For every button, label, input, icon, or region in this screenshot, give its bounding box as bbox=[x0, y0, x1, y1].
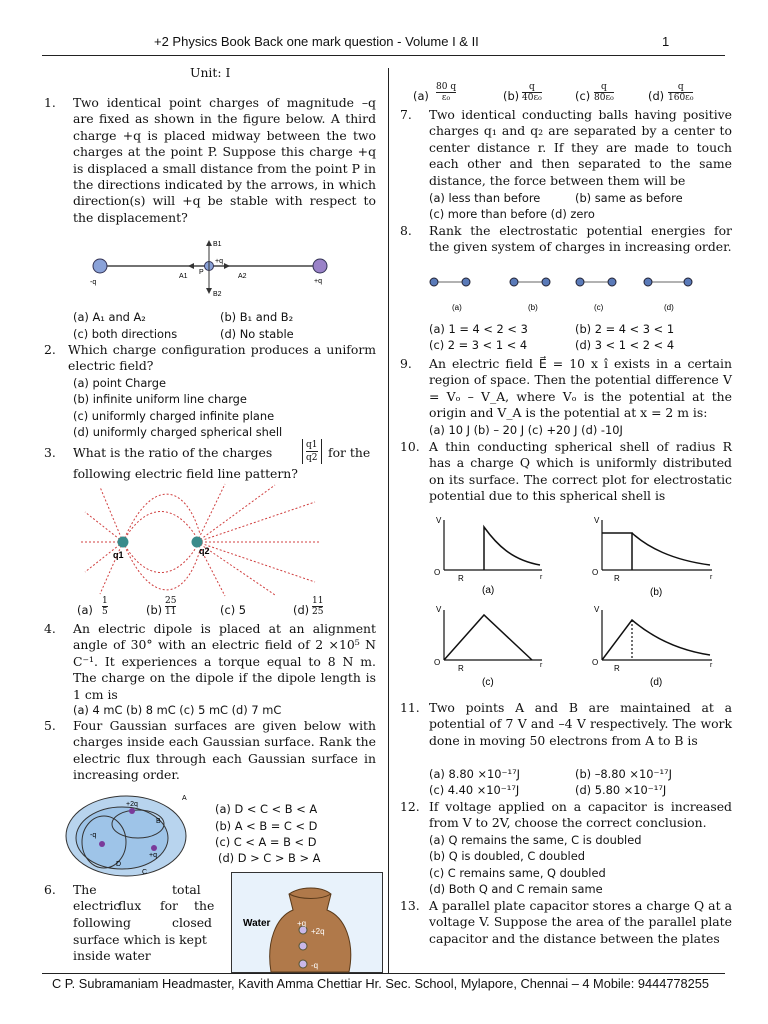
q2-option-a: (a) point Charge bbox=[73, 376, 167, 390]
q6-word: closed bbox=[172, 915, 212, 930]
fig-q1-label: q1 bbox=[113, 550, 124, 560]
plot-d-r: R bbox=[614, 664, 620, 673]
q11-option-a: (a) 8.80 ×10⁻¹⁷J bbox=[429, 767, 521, 781]
plot-c-v: V bbox=[436, 605, 442, 614]
fig-charge-2q: +2q bbox=[311, 927, 325, 936]
header-title: +2 Physics Book Back one mark question - Volume I & II bbox=[154, 34, 479, 49]
q3-field-lines-figure bbox=[75, 482, 325, 597]
q8-charges-figure bbox=[422, 264, 702, 314]
frac-num: 80 q bbox=[436, 82, 457, 92]
q8-option-c: (c) 2 = 3 < 1 < 4 bbox=[429, 338, 528, 352]
question-number: 5. bbox=[44, 718, 56, 733]
question-number: 4. bbox=[44, 621, 56, 636]
question-text: Rank the electrostatic potential energies for the given system of charges in increasing order. bbox=[429, 223, 732, 255]
fig-point-p: P bbox=[199, 269, 204, 276]
fig-water-label: Water bbox=[243, 918, 271, 929]
q6-word: The bbox=[73, 882, 97, 897]
q3-text-1: What is the ratio of the charges bbox=[73, 445, 273, 460]
q6-frac-b bbox=[522, 82, 542, 103]
fig-mid-charge: +q bbox=[215, 258, 223, 265]
fig-minusq: -q bbox=[90, 832, 97, 839]
plot-label-a: (a) bbox=[482, 585, 495, 596]
q7-option-cd: (c) more than before (d) zero bbox=[429, 207, 595, 221]
ratio-num: q1 bbox=[306, 440, 318, 450]
plot-a-r: R bbox=[458, 574, 464, 583]
fig-b2: B2 bbox=[213, 291, 222, 298]
q3-ratio bbox=[302, 439, 322, 464]
q5-option-b: (b) A < B = C < D bbox=[215, 819, 318, 833]
fig-left-charge: -q bbox=[90, 279, 97, 286]
question-text: A parallel plate capacitor stores a charge Q at a voltage V. Suppose the area of the parallel plate capacitor and the distance between the plates bbox=[429, 898, 732, 946]
plot-c-o: O bbox=[434, 658, 441, 667]
question-number: 2. bbox=[44, 342, 56, 357]
fig-b1: B1 bbox=[213, 241, 222, 248]
q6-line: inside water bbox=[73, 948, 151, 963]
q10-potential-plots bbox=[432, 515, 732, 690]
frac-den: 40ε₀ bbox=[522, 93, 542, 103]
q6-water-figure bbox=[231, 872, 383, 973]
frac-num: q bbox=[594, 82, 614, 93]
q12-option-c: (c) C remains same, Q doubled bbox=[429, 866, 606, 880]
plot-b-axis: r bbox=[710, 574, 713, 581]
q3-number: 3. bbox=[44, 445, 56, 460]
plot-label-b: (b) bbox=[650, 587, 663, 598]
fig-label-b: B bbox=[156, 818, 161, 825]
q8-option-d: (d) 3 < 1 < 2 < 4 bbox=[575, 338, 675, 352]
q6-option-a: (a) bbox=[413, 89, 429, 103]
plot-d-v: V bbox=[594, 605, 600, 614]
q6-frac-c bbox=[594, 82, 614, 103]
fig-q2-label: q2 bbox=[199, 546, 210, 556]
plot-label-c: (c) bbox=[482, 677, 494, 688]
q5-option-c: (c) C < A = B < D bbox=[215, 835, 317, 849]
question-text: Two points A and B are maintained at a potential of 7 V and –4 V respectively. The work done in moving 50 electrons from A to B is bbox=[429, 700, 732, 748]
frac-num: q bbox=[668, 82, 693, 93]
q8-option-a: (a) 1 = 4 < 2 < 3 bbox=[429, 322, 528, 336]
q12-option-b: (b) Q is doubled, C doubled bbox=[429, 849, 585, 863]
q7-option-a: (a) less than before bbox=[429, 191, 541, 205]
frac-num: q bbox=[522, 82, 542, 93]
footer-rule bbox=[42, 973, 725, 974]
q5-gaussian-figure bbox=[64, 790, 199, 880]
q4-options: (a) 4 mC (b) 8 mC (c) 5 mC (d) 7 mC bbox=[73, 703, 282, 717]
fig-a2: A2 bbox=[238, 273, 247, 280]
q1-option-a: (a) A₁ and A₂ bbox=[73, 310, 146, 324]
q12-option-a: (a) Q remains the same, C is doubled bbox=[429, 833, 642, 847]
q8-label-b: (b) bbox=[528, 303, 538, 312]
q3-option-d: (d) bbox=[293, 603, 310, 617]
q6-frac-a bbox=[436, 82, 456, 103]
q6-line: surface which is kept bbox=[73, 932, 207, 947]
q3-option-b: (b) bbox=[146, 603, 163, 617]
question-number: 13. bbox=[400, 898, 420, 913]
question-number: 10. bbox=[400, 439, 420, 454]
plot-a-v: V bbox=[436, 516, 442, 525]
question-number: 11. bbox=[400, 700, 420, 715]
plot-b-r: R bbox=[614, 574, 620, 583]
question-text: An electric dipole is placed at an alignment angle of 30° with an electric field of 2 ×10⁵ N C⁻¹. It experiences a torque equal to 8 N m. The charge on the dipole if the dipole length is 1 cm is bbox=[73, 621, 376, 702]
q5-option-d: (d) D > C > B > A bbox=[218, 851, 321, 865]
q3-text-3: following electric field line pattern? bbox=[73, 466, 298, 481]
q6-number: 6. bbox=[44, 882, 56, 897]
q6-word: flux bbox=[118, 898, 142, 913]
q9-options: (a) 10 J (b) – 20 J (c) +20 J (d) -10J bbox=[429, 423, 623, 437]
page-number: 1 bbox=[662, 34, 670, 49]
question-number: 9. bbox=[400, 356, 412, 371]
q11-option-b: (b) –8.80 ×10⁻¹⁷J bbox=[575, 767, 672, 781]
plot-c-r: R bbox=[458, 664, 464, 673]
fig-charge-minus: -q bbox=[311, 961, 319, 970]
q8-option-b: (b) 2 = 4 < 3 < 1 bbox=[575, 322, 675, 336]
q1-option-d: (d) No stable bbox=[220, 327, 294, 341]
q2-option-c: (c) uniformly charged infinite plane bbox=[73, 409, 275, 423]
q12-option-d: (d) Both Q and C remain same bbox=[429, 882, 603, 896]
plot-label-d: (d) bbox=[650, 677, 663, 688]
q3-text-2: for the bbox=[328, 445, 371, 460]
q6-option-d: (d) bbox=[648, 89, 665, 103]
question-text: Two identical point charges of magnitude –q are fixed as shown in the figure below. A third charge +q is placed midway between the two charges at the point P. Suppose this charge +q is displaced a small distance from the point P in the directions indicated by the arrows, in which direction(s) will +q be stable with respect to the displacement? bbox=[73, 95, 376, 225]
question-text: Two identical conducting balls having positive charges q₁ and q₂ are separated by a center to center distance r. If they are made to touch each other and then separated to the same distance, the force between them will be bbox=[429, 107, 732, 188]
question-text: Four Gaussian surfaces are given below with charges inside each Gaussian surface. Rank the electric flux through each Gaussian surface in increasing order. bbox=[73, 718, 376, 783]
question-number: 12. bbox=[400, 799, 420, 814]
plot-d-axis: r bbox=[710, 662, 713, 669]
plot-b-v: V bbox=[594, 516, 600, 525]
q1-option-b: (b) B₁ and B₂ bbox=[220, 310, 294, 324]
fig-label-a: A bbox=[182, 795, 187, 802]
q7-option-b: (b) same as before bbox=[575, 191, 683, 205]
q6-word: total bbox=[172, 882, 201, 897]
q6-option-b: (b) bbox=[503, 89, 520, 103]
question-text: An electric field E⃗ = 10 x î exists in a certain region of space. Then the potential difference V = Vₒ – V_A, where Vₒ is the potential at the origin and V_A is the potential at x = 2 m is: bbox=[429, 356, 732, 421]
question-number: 1. bbox=[44, 95, 56, 110]
fig-right-charge: +q bbox=[314, 278, 322, 285]
fig-a1: A1 bbox=[179, 273, 188, 280]
plot-c-axis: r bbox=[540, 662, 543, 669]
frac-den: 160ε₀ bbox=[668, 93, 694, 103]
fig-label-c: C bbox=[142, 869, 148, 876]
fig-charge-q: +q bbox=[297, 919, 307, 928]
fig-plus2q: +2q bbox=[126, 801, 138, 808]
question-number: 8. bbox=[400, 223, 412, 238]
q11-option-d: (d) 5.80 ×10⁻¹⁷J bbox=[575, 783, 667, 797]
q3-frac-a: 1 5 bbox=[102, 596, 108, 617]
plot-b-o: O bbox=[592, 568, 599, 577]
q1-figure bbox=[88, 236, 333, 301]
plot-a-o: O bbox=[434, 568, 441, 577]
ratio-den: q2 bbox=[306, 453, 318, 463]
q6-word: for bbox=[160, 898, 178, 913]
q6-option-c: (c) bbox=[575, 89, 591, 103]
q6-word: following bbox=[73, 915, 131, 930]
q3-frac-d: 11 25 bbox=[312, 596, 324, 617]
q6-frac-d bbox=[668, 82, 693, 103]
page-header bbox=[0, 32, 768, 54]
header-rule bbox=[42, 55, 725, 56]
q3-option-c: (c) 5 bbox=[220, 603, 247, 617]
fig-label-d: D bbox=[116, 861, 122, 868]
q6-word: electric bbox=[73, 898, 121, 913]
q3-option-a: (a) bbox=[77, 603, 93, 617]
q3-frac-b: 25 11 bbox=[165, 596, 177, 617]
q5-option-a: (a) D < C < B < A bbox=[215, 802, 318, 816]
q2-option-b: (b) infinite uniform line charge bbox=[73, 392, 247, 406]
question-text: A thin conducting spherical shell of radius R has a charge Q which is uniformly distributed on its surface. The correct plot for electrostatic potential due to this spherical shell is bbox=[429, 439, 732, 504]
question-number: 7. bbox=[400, 107, 412, 122]
q8-label-a: (a) bbox=[452, 303, 462, 312]
q8-label-c: (c) bbox=[594, 303, 604, 312]
question-text: Which charge configuration produces a uniform electric field? bbox=[68, 342, 376, 374]
column-divider bbox=[388, 68, 389, 973]
q6-word: the bbox=[194, 898, 215, 913]
q1-option-c: (c) both directions bbox=[73, 327, 178, 341]
plot-a-axis: r bbox=[540, 574, 543, 581]
page-footer: C P. Subramaniam Headmaster, Kavith Amma Chettiar Hr. Sec. School, Mylapore, Chennai – 4 Mobile: 9444778255 bbox=[52, 976, 710, 991]
question-text: If voltage applied on a capacitor is increased from V to 2V, choose the correct conclusion. bbox=[429, 799, 732, 831]
unit-heading: Unit: I bbox=[190, 65, 231, 80]
plot-d-o: O bbox=[592, 658, 599, 667]
q8-label-d: (d) bbox=[664, 303, 674, 312]
q2-option-d: (d) uniformly charged spherical shell bbox=[73, 425, 283, 439]
frac-den: ε₀ bbox=[441, 93, 451, 103]
q11-option-c: (c) 4.40 ×10⁻¹⁷J bbox=[429, 783, 520, 797]
frac-den: 80ε₀ bbox=[594, 93, 614, 103]
fig-plusq: +q bbox=[149, 852, 157, 859]
